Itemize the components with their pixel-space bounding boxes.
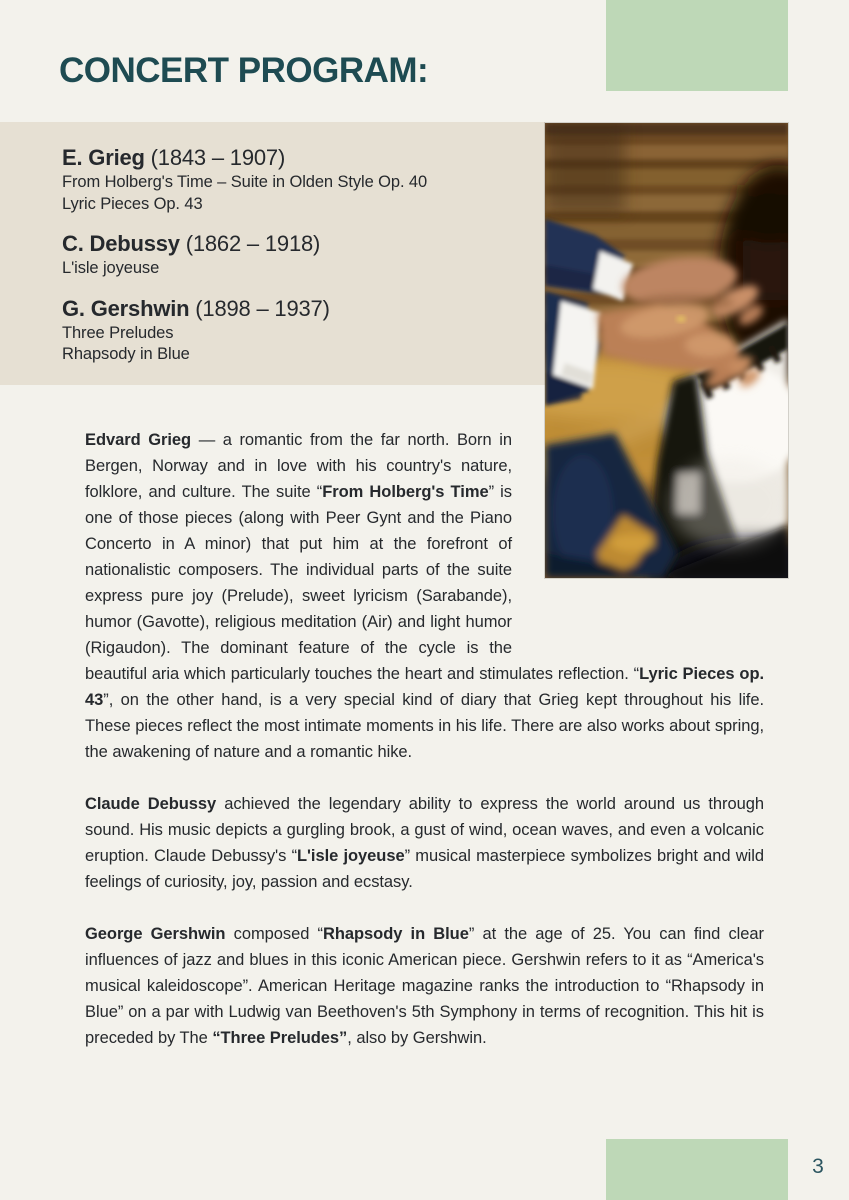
photo-wrap-spacer: [512, 427, 764, 637]
program-work: Lyric Pieces Op. 43: [62, 194, 203, 213]
program-notes: [85, 427, 764, 1077]
composer-name: G. Gershwin (1898 – 1937): [62, 295, 330, 321]
program-work: L'isle joyeuse: [62, 259, 160, 277]
top-accent-rect: [606, 0, 788, 91]
composer-years: (1862 – 1918): [179, 231, 321, 256]
page-number: 3: [812, 1155, 824, 1178]
program-work: From Holberg's Time – Suite in Olden Style Op. 40: [62, 173, 428, 191]
program-entry: [62, 229, 525, 280]
program-entry: [62, 294, 525, 366]
composer-name: E. Grieg (1843 – 1907): [62, 145, 286, 170]
program-entries: [62, 143, 525, 366]
composer-name: C. Debussy (1862 – 1918): [62, 231, 321, 256]
program-entry: [62, 143, 525, 215]
note-paragraph: Claude Debussy achieved the legendary ability to express the world around us through sound. His music depicts a gurgling brook, a gust of wind, ocean waves, and even a volcanic eruption. Claude Debussy's “L'isle joyeuse” musical masterpiece symbolizes bright and wild feelings of curiosity, joy, passion and ecstasy.: [85, 795, 764, 891]
program-work: Three Preludes: [62, 323, 174, 342]
composer-years: (1898 – 1937): [189, 295, 330, 321]
note-paragraph: Edvard Grieg — a romantic from the far north. Born in Bergen, Norway and in love with his country's nature, folklore, and culture. The suite “From Holberg's Time” is one of those pieces (along with Peer Gynt and the Piano Concerto in A minor) that put him at the forefront of nationalistic composers. The individual parts of the suite express pure joy (Prelude), sweet lyricism (Sarabande), humor (Gavotte), religious meditation (Air) and light humor (Rigaudon). The dominant feature of the cycle is the beautiful aria which particularly touches the heart and stimulates reflection. “Lyric Pieces op. 43”, on the other hand, is a very special kind of diary that Grieg kept throughout his life. These pieces reflect the most intimate moments in his life. There are also works about spring, the awakening of nature and a romantic hike.: [85, 431, 765, 761]
program-panel: [0, 122, 545, 385]
composer-years: (1843 – 1907): [144, 145, 286, 170]
bottom-accent-rect: [606, 1139, 788, 1200]
note-paragraph: George Gershwin composed “Rhapsody in Blue” at the age of 25. You can find clear influences of jazz and blues in this iconic American piece. Gershwin refers to it as “America's musical kaleidoscope”. American Heritage magazine ranks the introduction to “Rhapsody in Blue” on a par with Ludwig van Beethoven's 5th Symphony in terms of recognition. This hit is preceded by The “Three Preludes”, also by Gershwin.: [85, 925, 764, 1047]
page-title: CONCERT PROGRAM:: [59, 51, 429, 90]
program-work: Rhapsody in Blue: [62, 345, 190, 363]
